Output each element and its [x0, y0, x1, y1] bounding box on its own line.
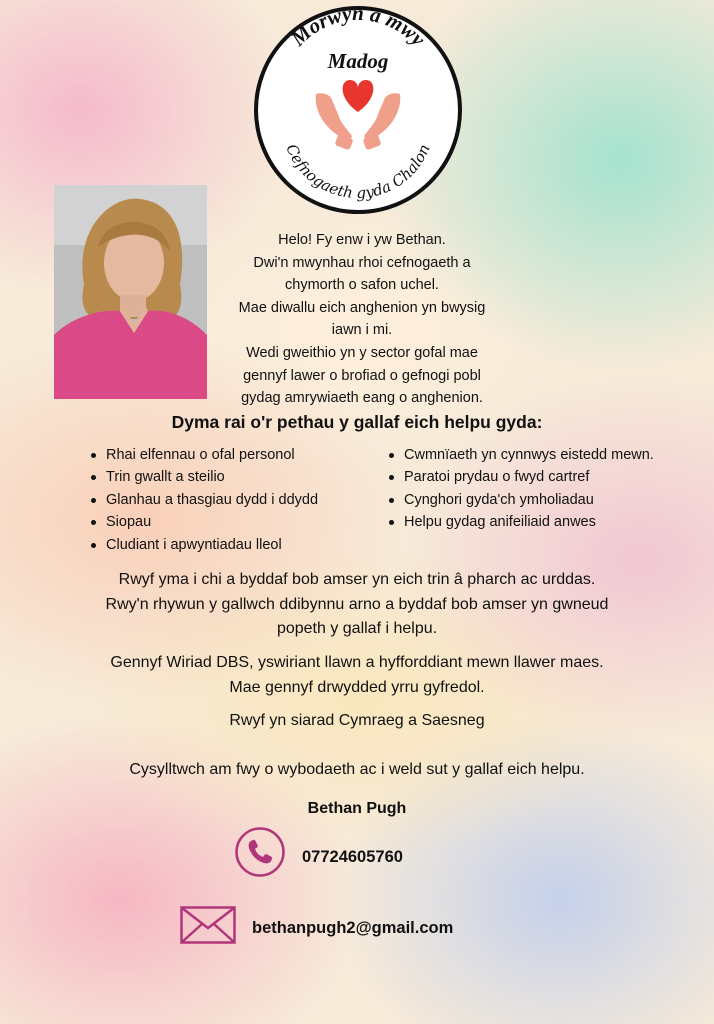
list-item: Rhai elfennau o ofal personol: [88, 444, 318, 466]
logo-badge: [252, 4, 464, 216]
intro-line: Mae diwallu eich anghenion yn bwysig: [238, 299, 486, 316]
intro-line: Helo! Fy enw i yw Bethan.: [278, 232, 446, 248]
email-address[interactable]: bethanpugh2@gmail.com: [252, 919, 454, 937]
list-item: Paratoi prydau o fwyd cartref: [386, 466, 654, 488]
intro-line: Dwi'n mwynhau rhoi cefnogaeth a: [253, 254, 471, 271]
list-item: Helpu gydag anifeiliaid anwes: [386, 511, 654, 533]
logo: [252, 4, 464, 216]
intro-line: iawn i mi.: [331, 322, 393, 339]
intro-line: Wedi gweithio yn y sector gofal mae: [246, 344, 478, 361]
intro-line: gennyf lawer o brofiad o gefnogi pobl: [243, 367, 481, 384]
intro-line: gydag amrywiaeth eang o anghenion.: [241, 390, 483, 407]
logo-tagline: Cefnogaeth gyda Chalon: [282, 141, 434, 203]
list-item: Siopau: [88, 511, 318, 533]
list-item: Cwmnïaeth yn cynnwys eistedd mewn.: [386, 444, 654, 466]
logo-title-line1: Morwyn a mwy: [286, 4, 431, 51]
logo-title-line2: Madog: [327, 49, 389, 73]
paragraph-line: Rwy'n rhywun y gallwch ddibynnu arno a byddaf bob amser yn gwneud: [105, 595, 609, 613]
list-item: Trin gwallt a steilio: [88, 466, 318, 488]
credentials-paragraph: [0, 651, 714, 700]
services-list-left: [88, 444, 318, 556]
phone-icon: [234, 826, 286, 878]
languages-line: Rwyf yn siarad Cymraeg a Saesneg: [229, 712, 485, 729]
promise-paragraph: [0, 568, 714, 642]
services-list-right: [386, 444, 654, 534]
services-heading: Dyma rai o'r pethau y gallaf eich helpu gyda:: [171, 412, 543, 432]
paragraph-line: Mae gennyf drwydded yrru gyfredol.: [229, 678, 485, 696]
portrait-image: [54, 185, 207, 399]
paragraph-line: popeth y gallaf i helpu.: [276, 620, 438, 637]
phone-number[interactable]: 07724605760: [302, 848, 403, 866]
profile-photo: [54, 185, 207, 399]
intro-line: chymorth o safon uchel.: [285, 277, 439, 294]
paragraph-line: Rwyf yma i chi a byddaf bob amser yn eich trin â pharch ac urddas.: [118, 571, 596, 588]
contact-prompt: Cysylltwch am fwy o wybodaeth ac i weld sut y gallaf eich helpu.: [129, 761, 585, 778]
contact-name: Bethan Pugh: [307, 800, 407, 817]
intro-text: [212, 229, 512, 410]
list-item: Glanhau a thasgiau dydd i ddydd: [88, 489, 318, 511]
paragraph-line: Gennyf Wiriad DBS, yswiriant llawn a hyfforddiant mewn llawer maes.: [110, 654, 604, 671]
list-item: Cludiant i apwyntiadau lleol: [88, 534, 318, 556]
list-item: Cynghori gyda'ch ymholiadau: [386, 489, 654, 511]
mail-icon: [180, 906, 236, 944]
